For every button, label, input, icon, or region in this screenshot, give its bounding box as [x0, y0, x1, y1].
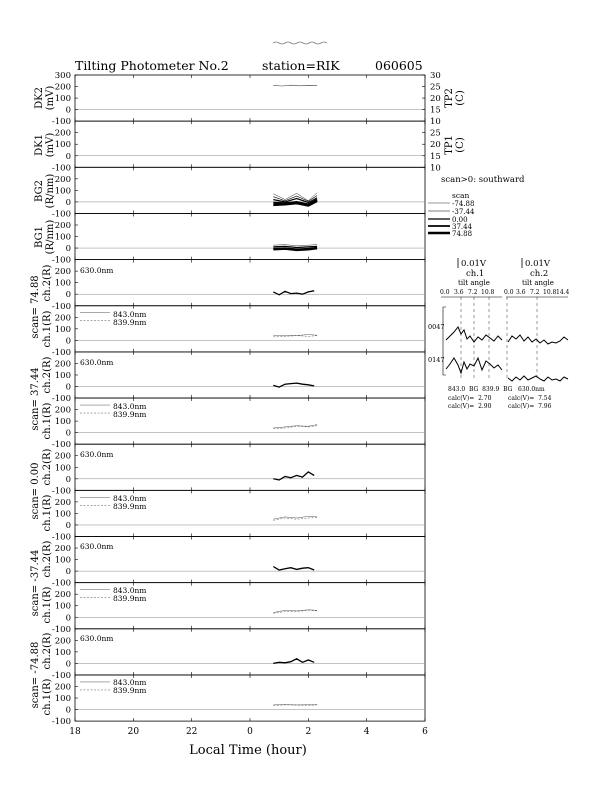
tp2-unit: (C): [455, 90, 466, 106]
ch2-label: ch.2(R): [42, 448, 53, 486]
wavelength-843: 843.0nm: [113, 678, 147, 687]
y2-tick-label: 10: [430, 117, 441, 128]
wavelength-843: 843.0nm: [113, 402, 147, 411]
y-tick-label: 100: [54, 370, 71, 381]
ch2-tick: 3.6: [516, 289, 526, 296]
scan-label: scan= 37.44: [30, 367, 41, 431]
y-tick-label: -100: [51, 578, 71, 589]
tp1-label: TP1: [444, 135, 455, 155]
wave-decoration: [273, 42, 327, 44]
series-line: [273, 567, 314, 571]
scan-label: scan= -37.44: [30, 549, 41, 617]
panel-frame: [75, 213, 425, 259]
legend-note: scan>0: southward: [441, 175, 525, 185]
y2-tick-label: 15: [430, 151, 441, 162]
tilt-inset: [428, 258, 570, 410]
y-tick-label: 0: [65, 336, 71, 347]
y-tick-label: -100: [51, 486, 71, 497]
legend-item: 0.00: [452, 216, 468, 224]
ch1-label: ch.1(R): [42, 586, 53, 624]
profile-ch2-0047: [508, 335, 568, 344]
scan-label: scan= 0.00: [30, 462, 41, 520]
y-tick-label: 200: [54, 220, 71, 231]
y-tick-label: 0: [65, 659, 71, 670]
panel-frame: [75, 260, 425, 306]
y-tick-label: -100: [51, 117, 71, 128]
y-tick-label: 200: [54, 359, 71, 370]
y-tick-label: 0: [65, 105, 71, 116]
x-axis-label: Local Time (hour): [189, 743, 307, 758]
series-line: [273, 246, 317, 247]
y-tick-label: 100: [54, 186, 71, 197]
y-tick-label: 100: [54, 324, 71, 335]
x-tick-label: 22: [185, 727, 198, 738]
wavelength-839: 839.9nm: [113, 594, 147, 603]
y-tick-label: 200: [54, 405, 71, 416]
ch2-calc: calc(V)= 7.54: [508, 395, 552, 402]
ch2-tick: 14.4: [556, 289, 570, 296]
wavelength-630: 630.0nm: [80, 542, 114, 551]
ch2-tick: 10.8: [543, 289, 557, 296]
ch1-label: ch.1(R): [42, 494, 53, 532]
y-tick-label: -100: [51, 532, 71, 543]
y-tick-label: 0: [65, 428, 71, 439]
ch2-calc: calc(V)= 7.96: [508, 403, 552, 410]
y-tick-label: 0: [65, 613, 71, 624]
ch2-name: ch.2: [530, 269, 549, 279]
series-line: [273, 248, 317, 250]
wavelength-843: 843.0nm: [113, 310, 147, 319]
legend-item: -74.88: [452, 200, 475, 208]
wavelength-630: 630.0nm: [80, 450, 114, 459]
legend-title: scan: [452, 191, 470, 200]
y-tick-label: 200: [54, 590, 71, 601]
y-tick-label: 200: [54, 82, 71, 93]
y-tick-label: -100: [51, 440, 71, 451]
series-line: [273, 336, 317, 337]
y2-tick-label: 25: [430, 82, 441, 93]
row-label: 0147: [428, 356, 445, 364]
bg2-label: BG2: [34, 180, 45, 202]
y-tick-label: 200: [54, 128, 71, 139]
wavelength-839: 839.9nm: [113, 410, 147, 419]
y-tick-label: 200: [54, 267, 71, 278]
x-tick-label: 6: [422, 727, 428, 738]
series-line: [273, 85, 317, 86]
y-tick-label: 300: [54, 71, 71, 81]
x-tick-label: 2: [305, 727, 312, 738]
y-tick-label: 100: [54, 601, 71, 612]
ch1-axis-label: tilt angle: [458, 279, 490, 287]
y-tick-label: 100: [54, 94, 71, 105]
date-label: 060605: [375, 58, 423, 73]
panel-frame: [75, 352, 425, 398]
y-tick-label: 0: [65, 151, 71, 162]
y-tick-label: -100: [51, 255, 71, 266]
series-line: [273, 659, 314, 664]
wavelength-630: 630.0nm: [80, 266, 114, 275]
y-tick-label: -100: [51, 717, 71, 728]
y-tick-label: 100: [54, 140, 71, 151]
x-tick-label: 20: [127, 727, 140, 738]
dk1-unit: (mV): [45, 132, 56, 158]
scan-label: scan= 74.88: [30, 275, 41, 339]
ch1-scale: 0.01V: [461, 259, 487, 269]
y-tick-label: 100: [54, 694, 71, 705]
y-tick-label: 0: [65, 567, 71, 578]
y-tick-label: 100: [54, 509, 71, 520]
bg1-unit: (R/nm): [45, 219, 56, 255]
y-tick-label: 100: [54, 463, 71, 474]
y-tick-label: 200: [54, 497, 71, 508]
y-tick-label: -100: [51, 670, 71, 681]
y-tick-label: -100: [51, 347, 71, 358]
series-line: [273, 704, 317, 705]
ch1-bottom-label: 843.0 BG 839.9 BG: [448, 386, 513, 393]
x-tick-label: 0: [247, 727, 253, 738]
bg2-unit: (R/nm): [45, 173, 56, 209]
tp1-unit: (C): [455, 137, 466, 153]
legend-item: 37.44: [452, 223, 473, 231]
y-tick-label: -100: [51, 209, 71, 220]
y-tick-label: 100: [54, 232, 71, 243]
y-tick-label: 0: [65, 244, 71, 255]
y2-tick-label: 20: [430, 94, 441, 105]
panel-frame: [75, 75, 425, 121]
ch2-tick: 7.2: [530, 289, 540, 296]
wavelength-630: 630.0nm: [80, 634, 114, 643]
y-tick-label: 100: [54, 555, 71, 566]
scan-legend: [428, 175, 525, 238]
y-tick-label: -100: [51, 301, 71, 312]
legend-item: 74.88: [452, 230, 473, 238]
wavelength-843: 843.0nm: [113, 586, 147, 595]
ch2-label: ch.2(R): [42, 632, 53, 670]
y-tick-label: 200: [54, 451, 71, 462]
panel-frame: [75, 167, 425, 213]
y-tick-label: -100: [51, 394, 71, 405]
wavelength-843: 843.0nm: [113, 494, 147, 503]
y2-tick-label: 30: [430, 71, 441, 81]
wavelength-839: 839.9nm: [113, 502, 147, 511]
y-tick-label: -100: [51, 163, 71, 174]
dk2-unit: (mV): [45, 85, 56, 111]
x-tick-label: 4: [363, 727, 370, 738]
y-tick-label: 200: [54, 544, 71, 555]
ch1-calc: calc(V)= 2.70: [448, 395, 492, 402]
ch1-tick: 0.0: [440, 289, 450, 296]
y-tick-label: 0: [65, 197, 71, 208]
wavelength-630: 630.0nm: [80, 358, 114, 367]
ch2-bottom-label: 630.0nm: [518, 386, 545, 393]
y-tick-label: 100: [54, 417, 71, 428]
series-line: [273, 705, 317, 706]
y2-tick-label: 15: [430, 105, 441, 116]
y-tick-label: 0: [65, 382, 71, 393]
ch2-label: ch.2(R): [42, 264, 53, 302]
y-tick-label: 200: [54, 636, 71, 647]
ch2-label: ch.2(R): [42, 540, 53, 578]
tp2-label: TP2: [444, 88, 455, 108]
row-bracket: [443, 307, 446, 375]
ch2-axis-label: tilt angle: [522, 279, 554, 287]
x-tick-label: 18: [69, 727, 81, 738]
ch1-label: ch.1(R): [42, 310, 53, 348]
y-tick-label: 0: [65, 705, 71, 716]
panel-frame: [75, 121, 425, 167]
y-tick-label: -100: [51, 624, 71, 635]
ch1-tick: 3.6: [454, 289, 464, 296]
y-tick-label: 0: [65, 520, 71, 531]
panel-frame: [75, 537, 425, 583]
row-label: 0047: [428, 323, 445, 331]
wavelength-839: 839.9nm: [113, 318, 147, 327]
wavelength-839: 839.9nm: [113, 686, 147, 695]
y2-tick-label: 10: [430, 163, 441, 174]
series-line: [273, 516, 317, 519]
y2-tick-label: 25: [430, 128, 441, 139]
y-tick-label: 0: [65, 290, 71, 301]
profile-ch2-0147: [508, 376, 568, 381]
ch2-label: ch.2(R): [42, 356, 53, 394]
ch1-label: ch.1(R): [42, 678, 53, 716]
y2-tick-label: 20: [430, 140, 441, 151]
y-tick-label: 100: [54, 647, 71, 658]
y-tick-label: 200: [54, 174, 71, 185]
bg1-label: BG1: [34, 226, 45, 248]
ch1-tick: 10.8: [481, 289, 495, 296]
station-label: station=RIK: [262, 58, 340, 73]
ch1-label: ch.1(R): [42, 402, 53, 440]
scan-label: scan= -74.88: [30, 641, 41, 709]
page-title: Tilting Photometer No.2: [75, 58, 229, 73]
ch1-calc: calc(V)= 2.90: [448, 403, 492, 410]
panel-frame: [75, 629, 425, 675]
ch2-tick: 0.0: [504, 289, 514, 296]
y-tick-label: 200: [54, 682, 71, 693]
series-line: [273, 610, 317, 613]
ch1-tick: 7.2: [468, 289, 478, 296]
ch1-name: ch.1: [466, 269, 485, 279]
panel-frame: [75, 444, 425, 490]
ch2-scale: 0.01V: [525, 259, 551, 269]
dk1-label: DK1: [34, 134, 45, 156]
y-tick-label: 0: [65, 474, 71, 485]
y-tick-label: 200: [54, 313, 71, 324]
dk2-label: DK2: [34, 87, 45, 109]
legend-item: -37.44: [452, 208, 475, 216]
series-line: [273, 245, 317, 246]
y-tick-label: 100: [54, 278, 71, 289]
